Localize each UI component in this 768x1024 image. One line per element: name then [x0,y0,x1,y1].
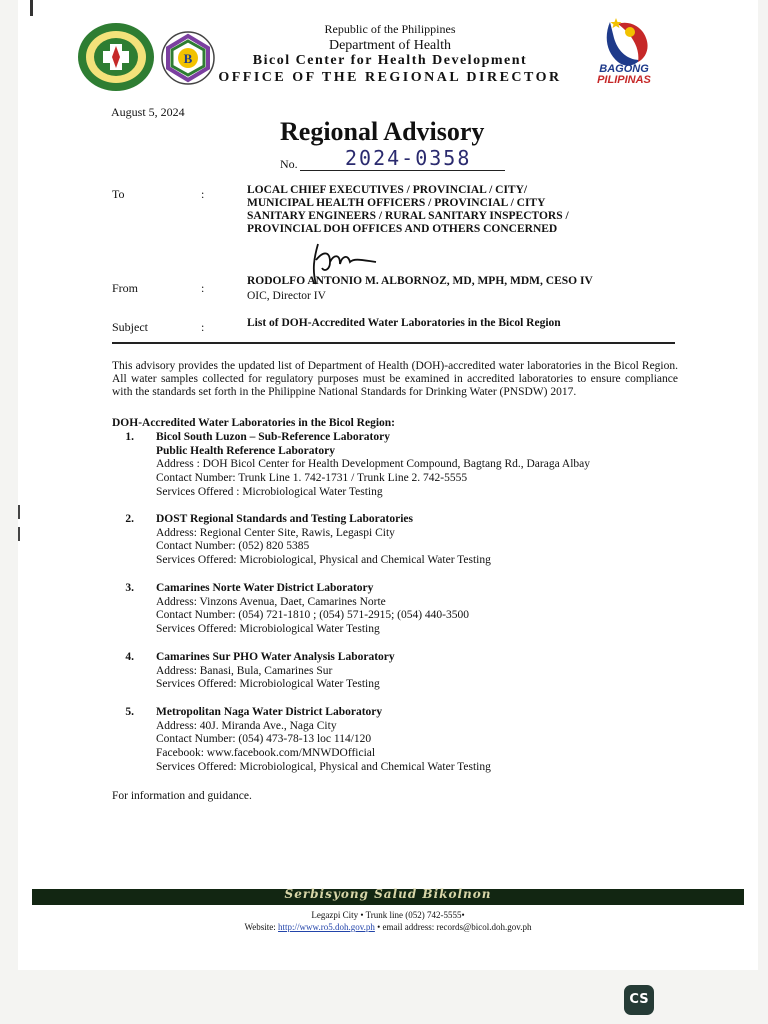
footer-web [32,922,744,932]
lab-name: DOST Regional Standards and Testing Laboratories [156,513,413,525]
subject-label: Subject [112,320,148,334]
scan-mark [30,0,33,16]
svg-text:B: B [183,51,193,66]
lab-services: Services Offered: Microbiological, Physical and Chemical Water Testing [156,554,491,567]
advisory-title: Regional Advisory [280,117,485,146]
subject-colon: : [201,320,205,334]
section-divider [112,342,675,344]
lab-number: 4. [125,651,134,663]
lab-number: 3. [125,582,134,594]
to-line: PROVINCIAL DOH OFFICES AND OTHERS CONCERNED [247,223,558,235]
footer-website-link[interactable]: http://www.ro5.doh.gov.ph [278,922,375,932]
lab-name: Camarines Sur PHO Water Analysis Laboratory [156,651,395,663]
lab-contact: Contact Number: Trunk Line 1. 742-1731 / Trunk Line 2. 742-5555 [156,472,468,485]
from-position: OIC, Director IV [247,290,326,302]
to-line: MUNICIPAL HEALTH OFFICERS / PROVINCIAL / CITY [247,197,546,209]
from-label: From [112,281,139,295]
lab-number: 2. [125,513,134,525]
bagong-pilipinas-logo [588,14,660,86]
lab-services: Services Offered: Microbiological Water Testing [156,623,380,636]
bagong-logo-word2: PILIPINAS [597,74,651,86]
advisory-number-value: 2024-0358 [345,146,472,170]
header-republic: Republic of the Philippines [324,22,456,36]
camscanner-badge[interactable]: CS [624,985,654,1015]
lab-facebook: Facebook: www.facebook.com/MNWDOfficial [156,747,376,760]
footer-motto: Serbisyong Salud Bikolnon [284,887,492,901]
lab-address: Address: Vinzons Avenua, Daet, Camarines Norte [156,595,386,608]
header-center: Bicol Center for Health Development [252,53,528,68]
footer-email: • email address: records@bicol.doh.gov.ph [377,922,532,932]
lab-services: Services Offered : Microbiological Water Testing [156,485,383,498]
lab-name-secondary: Public Health Reference Laboratory [156,444,335,457]
header-office: OFFICE OF THE REGIONAL DIRECTOR [218,70,562,85]
lab-services: Services Offered: Microbiological, Physical and Chemical Water Testing [156,760,491,773]
doh-seal-logo [76,22,156,92]
subject-text: List of DOH-Accredited Water Laboratories in the Bicol Region [247,317,561,329]
to-label: To [112,187,125,201]
labs-heading: DOH-Accredited Water Laboratories in the Bicol Region: [112,417,395,429]
lab-address: Address: Regional Center Site, Rawis, Legaspi City [156,526,395,539]
header-department: Department of Health [328,38,452,53]
to-line: LOCAL CHIEF EXECUTIVES / PROVINCIAL / CITY/ [247,184,528,196]
lab-contact: Contact Number: (054) 721-1810 ; (054) 571-2915; (054) 440-3500 [156,609,470,622]
lab-number: 1. [125,431,134,443]
lab-name: Bicol South Luzon – Sub-Reference Laboratory [156,431,390,443]
lab-address: Address : DOH Bicol Center for Health Development Compound, Bagtang Rd., Daraga Albay [156,458,591,471]
lab-name: Camarines Norte Water District Laboratory [156,582,374,594]
lab-address: Address: Banasi, Bula, Camarines Sur [156,664,333,677]
lab-name: Metropolitan Naga Water District Laboratory [156,706,383,718]
to-colon: : [201,187,205,201]
advisory-number-underline [300,170,505,171]
closing-line: For information and guidance. [112,790,252,802]
lab-contact: Contact Number: (054) 473-78-13 loc 114/120 [156,733,372,746]
from-name: RODOLFO ANTONIO M. ALBORNOZ, MD, MPH, MDM, CESO IV [247,275,593,287]
lab-contact: Contact Number: (052) 820 5385 [156,540,310,553]
intro-paragraph: This advisory provides the updated list of Department of Health (DOH)-accredited water laboratories in the Bicol Region. All water samples collected for regulatory purposes must be examined in accredited laboratories to ensure compliance with the standards set forth in the Philippine National Standards for Drinking Water (PNSDW) 2017. [112,360,678,398]
lab-address: Address: 40J. Miranda Ave., Naga City [156,719,337,732]
scan-mark [18,505,20,519]
to-recipients [247,184,569,236]
lab-number: 5. [125,706,134,718]
bagong-logo-word1: BAGONG [599,63,649,75]
footer-contact: Legazpi City • Trunk line (052) 742-5555• [311,910,465,920]
advisory-date: August 5, 2024 [111,105,185,119]
footer-website-label: Website: [244,922,276,932]
from-colon: : [201,281,205,295]
advisory-number-label: No. [280,157,298,171]
to-line: SANITARY ENGINEERS / RURAL SANITARY INSPECTORS / [247,210,569,222]
scan-mark [18,527,20,541]
lab-services: Services Offered: Microbiological Water Testing [156,678,380,691]
